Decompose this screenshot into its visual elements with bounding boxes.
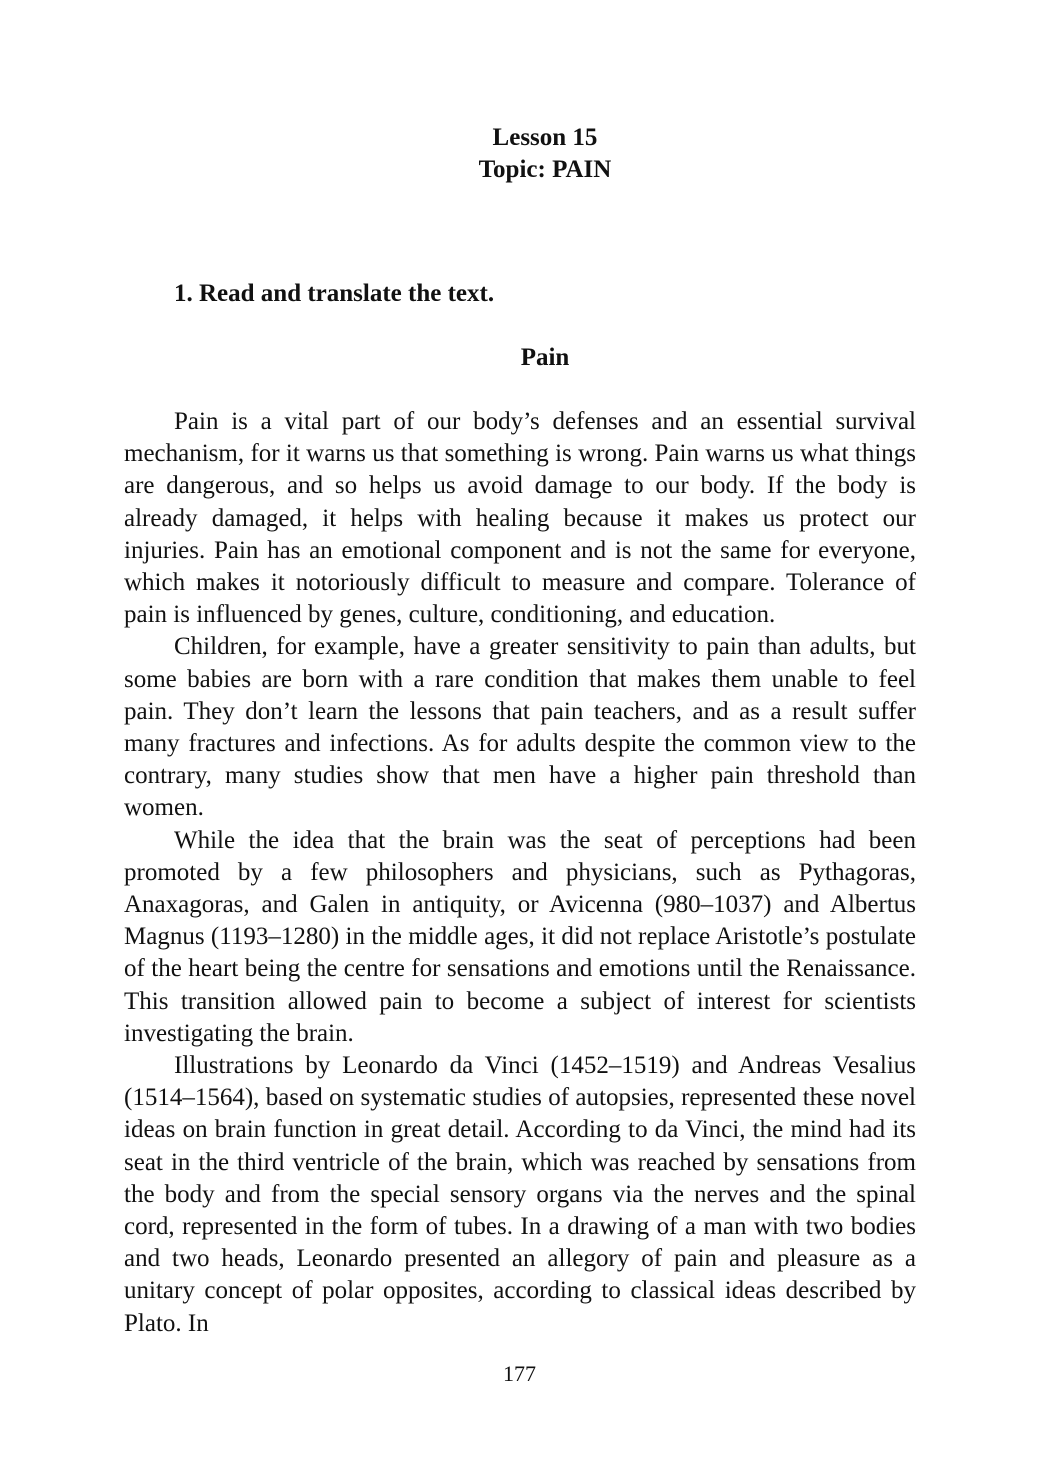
lesson-heading: Lesson 15 [492,124,598,151]
exercise-instruction: 1. Read and translate the text. [174,280,495,307]
page-number: 177 [503,1361,536,1386]
topic-heading: Topic: PAIN [478,156,612,183]
paragraph: Pain is a vital part of our body’s defenses and an essential survival mechanism, for it warns us that something is wrong. Pain warns us what things are dangerous, and so helps us avoid damage to our body. If the body is already damaged, it helps with healing because it makes us protect our injuries. Pain has an emotional component and is not the same for everyone, which makes it notoriously difficult to measure and compare. Tolerance of pain is influenced by genes, culture, conditioning, and education. [124,408,916,629]
paragraph: While the idea that the brain was the seat of perceptions had been promoted by a few philosophers and physicians, such as Pythagoras, Anaxagoras, and Galen in antiquity, or Avicenna (980–1037) and Albertus Magnus (1193–1280) in the middle ages, it did not replace Aristotle’s postulate of the heart being the centre for sensations and emotions until the Renaissance. This transition allowed pain to become a subject of interest for scientists investigating the brain. [124,826,916,1047]
document-page [124,122,916,1340]
paragraph: Children, for example, have a greater sensitivity to pain than adults, but some babies are born with a rare condition that makes them unable to feel pain. They don’t learn the lessons that pain teachers, and as a result suffer many fractures and infections. As for adults despite the common view to the contrary, many studies show that men have a higher pain threshold than women. [124,633,916,822]
article-body [124,406,916,1340]
paragraph: Illustrations by Leonardo da Vinci (1452–1519) and Andreas Vesalius (1514–1564), based on systematic studies of autopsies, represented these novel ideas on brain function in great detail. According to da Vinci, the mind had its seat in the third ventricle of the brain, which was reached by sensations from the body and from the special sensory organs via the nerves and the spinal cord, represented in the form of tubes. In a drawing of a man with two bodies and two heads, Leonardo presented an allegory of pain and pleasure as a unitary concept of polar opposites, according to classical ideas described by Plato. In [124,1052,916,1337]
article-title: Pain [520,344,570,371]
